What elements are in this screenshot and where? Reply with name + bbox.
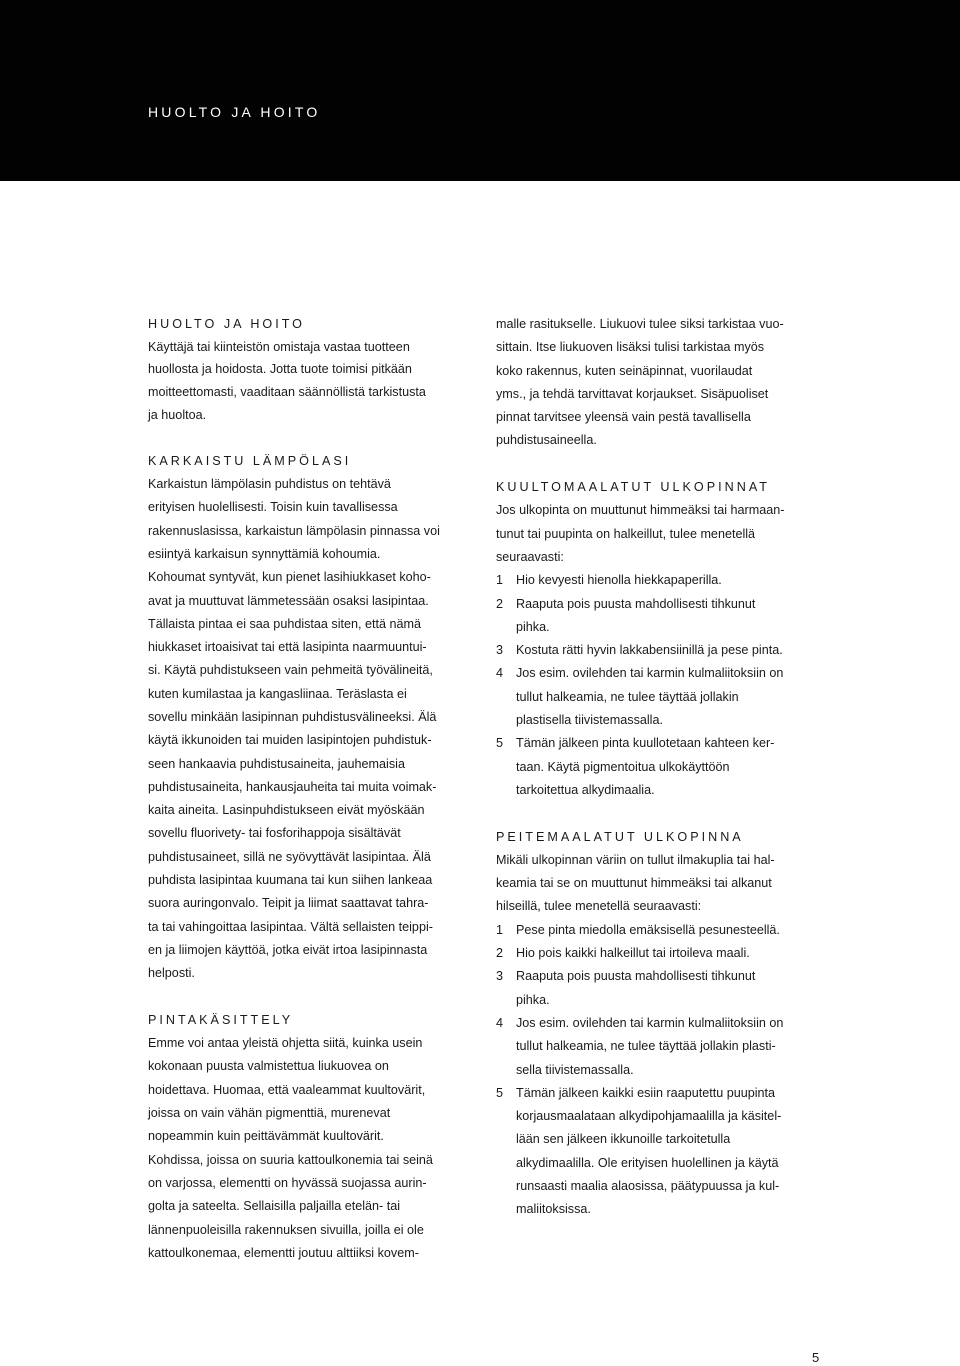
text-line: puhdista lasipintaa kuumana tai kun siihen lankeaa	[148, 873, 433, 888]
text-line: pinnat tarvitsee yleensä vain pestä tavallisella	[496, 410, 751, 425]
text-line: Raaputa pois puusta mahdollisesti tihkunut	[516, 969, 756, 984]
step-number: 1	[496, 922, 504, 937]
text-line: seen hankaavia puhdistusaineita, jauhemaisia	[148, 756, 405, 771]
text-line: golta ja sateelta. Sellaisilla paljailla etelän- tai	[148, 1199, 401, 1214]
text-line: sovellu fluorivety- tai fosforihappoja sisältävät	[148, 826, 401, 841]
glazed-exterior-intro	[496, 499, 826, 569]
step-number: 5	[496, 736, 504, 751]
text-line: tullut halkeamia, ne tulee täyttää jollakin	[516, 689, 739, 704]
text-line: Hio pois kaikki halkeillut tai irtoileva maali.	[516, 946, 750, 961]
text-line: pihka.	[516, 992, 550, 1007]
step-number: 3	[496, 643, 504, 658]
tempered-glass-heading: KARKAISTU LÄMPÖLASI	[148, 453, 352, 468]
text-line: puhdistusaineet, sillä ne syövyttävät lasipintaa. Älä	[148, 849, 431, 864]
text-line: en ja liimojen käyttöä, jotka eivät irtoa lasipinnasta	[148, 942, 428, 957]
tempered-glass-paragraph	[148, 473, 478, 986]
text-line: sella tiivistemassalla.	[516, 1062, 634, 1077]
text-line: si. Käytä puhdistukseen vain pehmeitä työvälineitä,	[148, 663, 433, 678]
step-text	[516, 593, 755, 640]
page-number: 5	[812, 1350, 820, 1365]
text-line: keamia tai se on muuttunut himmeäksi tai alkanut	[496, 876, 772, 891]
surface-treatment-heading: PINTAKÄSITTELY	[148, 1012, 294, 1027]
text-line: alkydimaalilla. Ole erityisen huolellinen ja käytä	[516, 1155, 779, 1170]
text-line: Kostuta rätti hyvin lakkabensiinillä ja pese pinta.	[516, 643, 783, 658]
text-line: erityisen huolellisesti. Toisin kuin tavallisessa	[148, 500, 398, 515]
step-text	[516, 965, 755, 1012]
text-line: sovellu minkään lasipinnan puhdistusvälineeksi. Älä	[148, 710, 437, 724]
text-line: Emme voi antaa yleistä ohjetta siitä, kuinka usein	[148, 1036, 423, 1051]
text-line: Jos ulkopinta on muuttunut himmeäksi tai harmaan-	[496, 503, 785, 518]
text-line: nopeammin kuin peittävämmät kuultovärit.	[148, 1129, 384, 1144]
text-line: Jos esim. ovilehden tai karmin kulmaliitoksiin on	[516, 1015, 784, 1030]
text-line: koko rakennus, kuten seinäpinnat, vuorilaudat	[496, 363, 753, 378]
text-line: malle rasitukselle. Liukuovi tulee siksi tarkistaa vuo-	[496, 317, 784, 331]
text-line: hiukkaset irtoaisivat tai että lasipinta naarmuuntui-	[148, 640, 427, 655]
step-number: 3	[496, 969, 504, 984]
text-line: moitteettomasti, vaaditaan säännöllistä tarkistusta	[148, 385, 426, 400]
step-text	[516, 1082, 781, 1222]
list-item	[496, 919, 826, 942]
text-line: yms., ja tehdä tarvittavat korjaukset. Sisäpuoliset	[496, 386, 769, 401]
step-number: 2	[496, 596, 504, 611]
list-item	[496, 1082, 826, 1222]
text-line: seuraavasti:	[496, 549, 564, 564]
text-line: puhdistusaineita, hankausjauheita tai muita voimak-	[148, 779, 437, 794]
text-line: Mikäli ulkopinnan väriin on tullut ilmakuplia tai hal-	[496, 852, 775, 867]
left-column	[148, 313, 478, 1265]
list-item	[496, 662, 826, 732]
text-line: Karkaistun lämpölasin puhdistus on tehtävä	[148, 477, 391, 492]
glazed-exterior-heading: KUULTOMAALATUT ULKOPINNAT	[496, 480, 770, 495]
text-line: Jos esim. ovilehden tai karmin kulmaliitoksiin on	[516, 666, 784, 681]
text-line: rakennuslasissa, karkaistun lämpölasin pinnassa voi	[148, 523, 440, 538]
text-line: hilseillä, tulee menetellä seuraavasti:	[496, 899, 702, 914]
text-line: plastisella tiivistemassalla.	[516, 713, 663, 728]
intro-section	[148, 313, 478, 426]
text-line: kattoulkonemaa, elementti joutuu alttiiksi kovem-	[148, 1245, 419, 1260]
text-line: kuten kumilastaa ja kangasliinaa. Teräslasta ei	[148, 686, 407, 701]
list-item	[496, 965, 826, 1012]
text-line: huollosta ja hoidosta. Jotta tuote toimisi pitkään	[148, 362, 412, 377]
text-line: Kohdissa, joissa on suuria kattoulkonemia tai seinä	[148, 1152, 433, 1167]
list-item	[496, 569, 826, 592]
text-line: ta tai vahingoittaa lasipintaa. Vältä sellaisten teippi-	[148, 919, 433, 934]
header-title: HUOLTO JA HOITO	[148, 104, 321, 120]
right-column	[496, 313, 826, 1222]
text-line: lään sen jälkeen ikkunoille tarkoitetulla	[516, 1132, 731, 1147]
list-item	[496, 942, 826, 965]
glazed-exterior-steps	[496, 569, 826, 802]
painted-exterior-intro	[496, 849, 826, 919]
text-line: lännenpuoleisilla rakennuksen sivuilla, joilla ei ole	[148, 1222, 424, 1237]
text-line: tullut halkeamia, ne tulee täyttää jollakin plasti-	[516, 1039, 776, 1054]
text-line: helposti.	[148, 966, 195, 981]
text-line: taan. Käytä pigmentoitua ulkokäyttöön	[516, 759, 730, 774]
text-line: puhdistusaineella.	[496, 433, 597, 448]
step-number: 2	[496, 946, 504, 961]
text-line: esiintyä karkaisun synnyttämiä kohoumia.	[148, 546, 381, 561]
header-band	[0, 0, 960, 181]
list-item	[496, 593, 826, 640]
text-line: tarkoitettua alkydimaalia.	[516, 782, 655, 797]
continuation-paragraph	[496, 313, 826, 453]
text-line: avat ja muuttuvat lämmetessään osaksi lasipintaa.	[148, 593, 429, 608]
text-line: on varjossa, elementti on hyvässä suojassa aurin-	[148, 1175, 427, 1190]
text-line: Kohoumat syntyvät, kun pienet lasihiukkaset koho-	[148, 570, 431, 585]
step-number: 5	[496, 1085, 504, 1100]
step-text	[516, 942, 750, 965]
step-text	[516, 639, 783, 662]
text-line: hoidettava. Huomaa, että vaaleammat kuultovärit,	[148, 1082, 426, 1097]
text-line: ja huoltoa.	[148, 407, 207, 422]
text-line: maliitoksissa.	[516, 1202, 591, 1217]
list-item	[496, 1012, 826, 1082]
text-line: pihka.	[516, 619, 550, 634]
text-line: Tämän jälkeen kaikki esiin raaputettu puupinta	[516, 1085, 776, 1100]
text-line: Tällaista pintaa ei saa puhdistaa siten, että nämä	[148, 616, 422, 631]
text-line: käytä ikkunoiden tai muiden lasipintojen puhdistuk-	[148, 733, 432, 748]
step-number: 4	[496, 666, 504, 681]
surface-treatment-paragraph	[148, 1032, 478, 1265]
text-line: Käyttäjä tai kiinteistön omistaja vastaa tuotteen	[148, 339, 410, 354]
step-text	[516, 919, 780, 942]
step-text	[516, 569, 722, 592]
text-line: joissa on vain vähän pigmenttiä, murenevat	[148, 1106, 391, 1121]
step-number: 1	[496, 573, 504, 588]
intro-paragraph	[148, 336, 478, 427]
painted-exterior-heading: PEITEMAALATUT ULKOPINNA	[496, 829, 744, 844]
text-line: Tämän jälkeen pinta kuullotetaan kahteen ker-	[516, 736, 775, 751]
text-line: Raaputa pois puusta mahdollisesti tihkunut	[516, 596, 756, 611]
painted-exterior-steps	[496, 919, 826, 1222]
list-item	[496, 732, 826, 802]
step-number: 4	[496, 1015, 504, 1030]
step-text	[516, 732, 774, 802]
list-item	[496, 639, 826, 662]
text-line: sittain. Itse liukuoven lisäksi tulisi tarkistaa myös	[496, 340, 765, 355]
step-text	[516, 1012, 783, 1082]
text-line: kaita aineita. Lasinpuhdistukseen eivät myöskään	[148, 803, 425, 818]
text-line: kokonaan puusta valmistettua liukuovea on	[148, 1059, 389, 1074]
step-text	[516, 662, 783, 732]
text-line: suora auringonvalo. Teipit ja liimat saattavat tahra-	[148, 896, 429, 911]
text-line: korjausmaalataan alkydipohjamaalilla ja käsitel-	[516, 1109, 782, 1124]
text-line: Pese pinta miedolla emäksisellä pesunesteellä.	[516, 922, 780, 937]
intro-heading: HUOLTO JA HOITO	[148, 317, 305, 331]
text-line: runsaasti maalia alaosissa, päätypuussa ja kul-	[516, 1178, 780, 1193]
text-line: Hio kevyesti hienolla hiekkapaperilla.	[516, 573, 722, 588]
text-line: tunut tai puupinta on halkeillut, tulee menetellä	[496, 526, 756, 541]
